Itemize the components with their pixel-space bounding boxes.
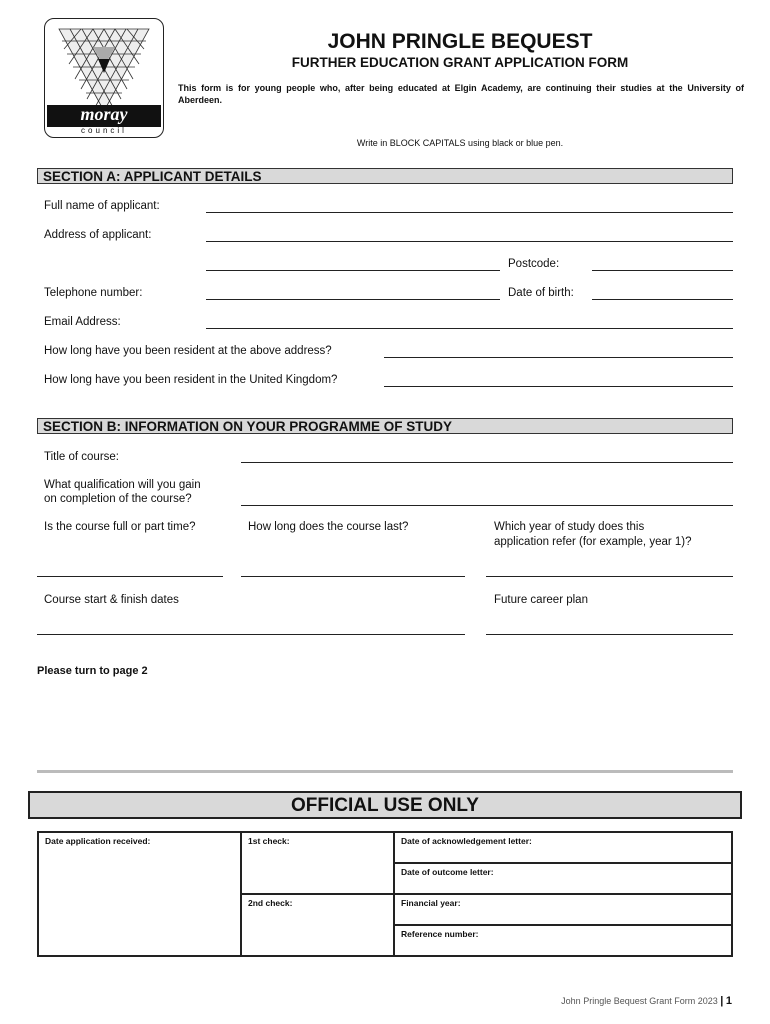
resident-address-field[interactable] <box>384 357 733 358</box>
logo-subtext: council <box>81 126 127 135</box>
turn-page-note: Please turn to page 2 <box>37 665 148 677</box>
resident-uk-field[interactable] <box>384 386 733 387</box>
date-received-label: Date application received: <box>45 836 151 846</box>
outcome-letter-cell[interactable] <box>394 863 732 894</box>
block-capitals-note: Write in BLOCK CAPITALS using black or blue pen. <box>356 138 564 148</box>
email-field[interactable] <box>206 328 733 329</box>
full-part-time-label: Is the course full or part time? <box>44 521 196 533</box>
footer-separator: | <box>720 995 724 1007</box>
dob-field[interactable] <box>592 299 733 300</box>
career-plan-label: Future career plan <box>494 594 588 606</box>
logo-graphic <box>45 19 163 137</box>
dob-label: Date of birth: <box>508 287 574 299</box>
moray-council-logo <box>44 18 164 138</box>
course-title-field[interactable] <box>241 462 733 463</box>
outcome-letter-label: Date of outcome letter: <box>401 867 494 877</box>
footer-text: John Pringle Bequest Grant Form 2023 <box>561 996 718 1006</box>
reference-number-label: Reference number: <box>401 929 479 939</box>
financial-year-cell[interactable] <box>394 894 732 925</box>
financial-year-label: Financial year: <box>401 898 461 908</box>
telephone-label: Telephone number: <box>44 287 143 299</box>
ack-letter-label: Date of acknowledgement letter: <box>401 836 532 846</box>
date-received-cell[interactable] <box>38 832 241 956</box>
divider <box>37 770 733 773</box>
full-name-label: Full name of applicant: <box>44 200 160 212</box>
reference-number-cell[interactable] <box>394 925 732 956</box>
page-footer <box>470 995 732 1007</box>
study-year-field[interactable] <box>486 576 733 577</box>
duration-field[interactable] <box>241 576 465 577</box>
telephone-field[interactable] <box>206 299 500 300</box>
official-use-heading: OFFICIAL USE ONLY <box>28 791 742 819</box>
ack-letter-cell[interactable] <box>394 832 732 863</box>
duration-label: How long does the course last? <box>248 521 409 533</box>
email-label: Email Address: <box>44 316 121 328</box>
section-b-heading: SECTION B: INFORMATION ON YOUR PROGRAMME OF STUDY <box>37 418 733 434</box>
course-title-label: Title of course: <box>44 451 119 463</box>
address-field-2[interactable] <box>206 270 500 271</box>
resident-address-label: How long have you been resident at the above address? <box>44 345 332 357</box>
full-part-time-field[interactable] <box>37 576 223 577</box>
study-year-label-line1: Which year of study does this <box>494 521 645 533</box>
career-plan-field[interactable] <box>486 634 733 635</box>
intro-text: This form is for young people who, after being educated at Elgin Academy, are continuing their studies at the University of Aberdeen. <box>178 83 744 105</box>
first-check-cell[interactable] <box>241 832 394 894</box>
resident-uk-label: How long have you been resident in the United Kingdom? <box>44 374 338 386</box>
qualification-label-line1: What qualification will you gain <box>44 479 201 491</box>
page-number: 1 <box>725 995 732 1007</box>
second-check-label: 2nd check: <box>248 898 293 908</box>
postcode-field[interactable] <box>592 270 733 271</box>
second-check-cell[interactable] <box>241 894 394 956</box>
qualification-field[interactable] <box>241 505 733 506</box>
address-label: Address of applicant: <box>44 229 152 241</box>
official-use-table <box>37 831 733 957</box>
qualification-label-line2: on completion of the course? <box>44 493 192 505</box>
first-check-label: 1st check: <box>248 836 290 846</box>
address-field-1[interactable] <box>206 241 733 242</box>
course-dates-label: Course start & finish dates <box>44 594 179 606</box>
form-subtitle: FURTHER EDUCATION GRANT APPLICATION FORM <box>291 55 629 70</box>
form-title: JOHN PRINGLE BEQUEST <box>327 30 593 53</box>
postcode-label: Postcode: <box>508 258 560 270</box>
logo-text: moray <box>80 104 128 124</box>
study-year-label-line2: application refer (for example, year 1)? <box>494 536 692 548</box>
full-name-field[interactable] <box>206 212 733 213</box>
course-dates-field[interactable] <box>37 634 465 635</box>
section-a-heading: SECTION A: APPLICANT DETAILS <box>37 168 733 184</box>
